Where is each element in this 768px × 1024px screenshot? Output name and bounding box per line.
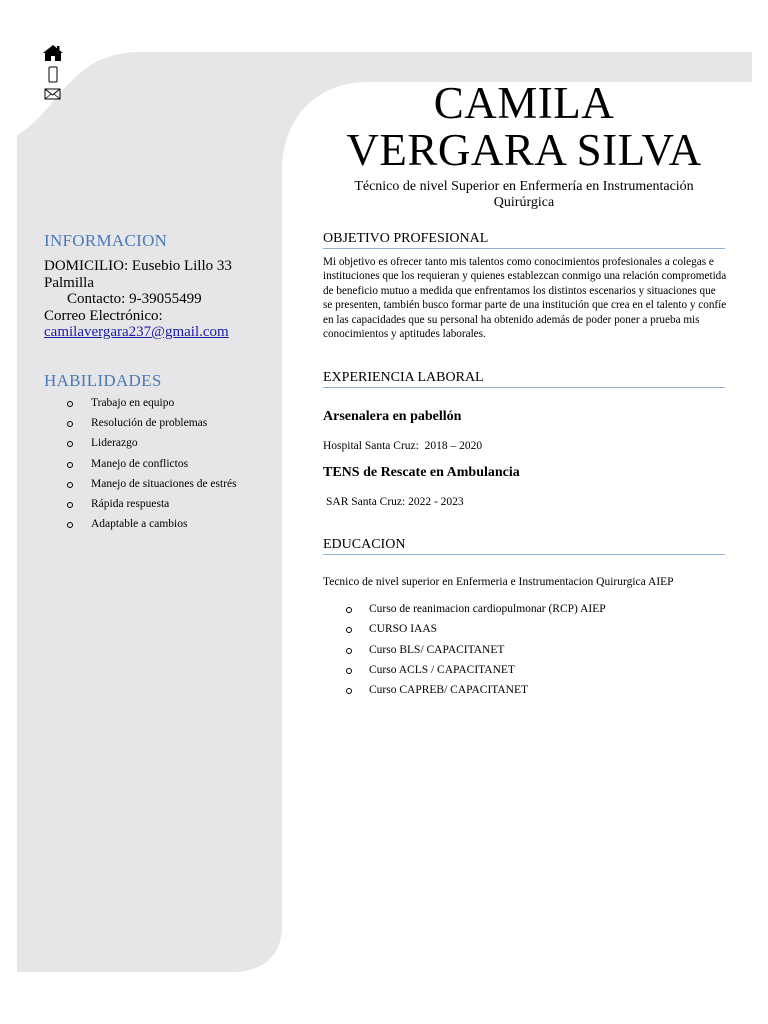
job-place: Hospital Santa Cruz: 2018 – 2020: [323, 440, 483, 452]
name-line-1: CAMILA: [433, 78, 615, 128]
envelope-icon: [42, 86, 64, 104]
job-title: TENS de Rescate en Ambulancia: [323, 465, 520, 480]
email-link[interactable]: camilavergara237@gmail.com: [44, 324, 229, 340]
skill-item: Resolución de problemas: [66, 416, 237, 436]
course-item: Curso de reanimacion cardiopulmonar (RCP) AIEP: [345, 602, 606, 622]
information-block: [44, 258, 284, 341]
course-item: Curso CAPREB/ CAPACITANET: [345, 683, 606, 703]
education-heading: EDUCACION: [323, 537, 725, 555]
job-place: SAR Santa Cruz: 2022 - 2023: [326, 496, 464, 508]
objective-heading: OBJETIVO PROFESIONAL: [323, 231, 725, 249]
contact-phone: Contacto: 9-39055499: [67, 291, 202, 307]
information-heading: INFORMACION: [44, 231, 168, 250]
address-line-2: Palmilla: [44, 274, 94, 291]
objective-text: Mi objetivo es ofrecer tanto mis talentos como conocimientos profesionales a colegas e instituciones que los requieran y quienes establezcan conmigo una relación comprometida de beneficio mutuo a medida que enfrentamos los distintos escenarios y situaciones que se presenten, también busco formar parte de una institución que crea en el talento y confíe en las capacidades que su personal ha obtenido además de poder poner a prueba mis conocimientos y aptitudes laborales.: [323, 256, 727, 341]
skill-item: Manejo de conflictos: [66, 457, 237, 477]
skill-item: Manejo de situaciones de estrés: [66, 477, 237, 497]
course-item: Curso ACLS / CAPACITANET: [345, 663, 606, 683]
professional-title: Técnico de nivel Superior en Enfermería en Instrumentación Quirúrgica: [354, 179, 694, 210]
phone-icon: [42, 66, 64, 84]
job-title: Arsenalera en pabellón: [323, 409, 462, 424]
skills-list: [66, 396, 237, 537]
course-item: Curso BLS/ CAPACITANET: [345, 643, 606, 663]
degree-text: Tecnico de nivel superior en Enfermeria e Instrumentacion Quirurgica AIEP: [323, 576, 674, 588]
experience-heading: EXPERIENCIA LABORAL: [323, 370, 725, 388]
email-label: Correo Electrónico:: [44, 307, 163, 324]
name-line-2: VERGARA SILVA: [346, 125, 702, 175]
skill-item: Adaptable a cambios: [66, 517, 237, 537]
candidate-name: [300, 80, 748, 174]
courses-list: [345, 602, 606, 703]
address-line-1: DOMICILIO: Eusebio Lillo 33: [44, 258, 232, 274]
skill-item: Trabajo en equipo: [66, 396, 237, 416]
skills-heading: HABILIDADES: [44, 371, 162, 390]
skill-item: Liderazgo: [66, 436, 237, 456]
home-icon: [42, 44, 64, 62]
course-item: CURSO IAAS: [345, 622, 606, 642]
skill-item: Rápida respuesta: [66, 497, 237, 517]
